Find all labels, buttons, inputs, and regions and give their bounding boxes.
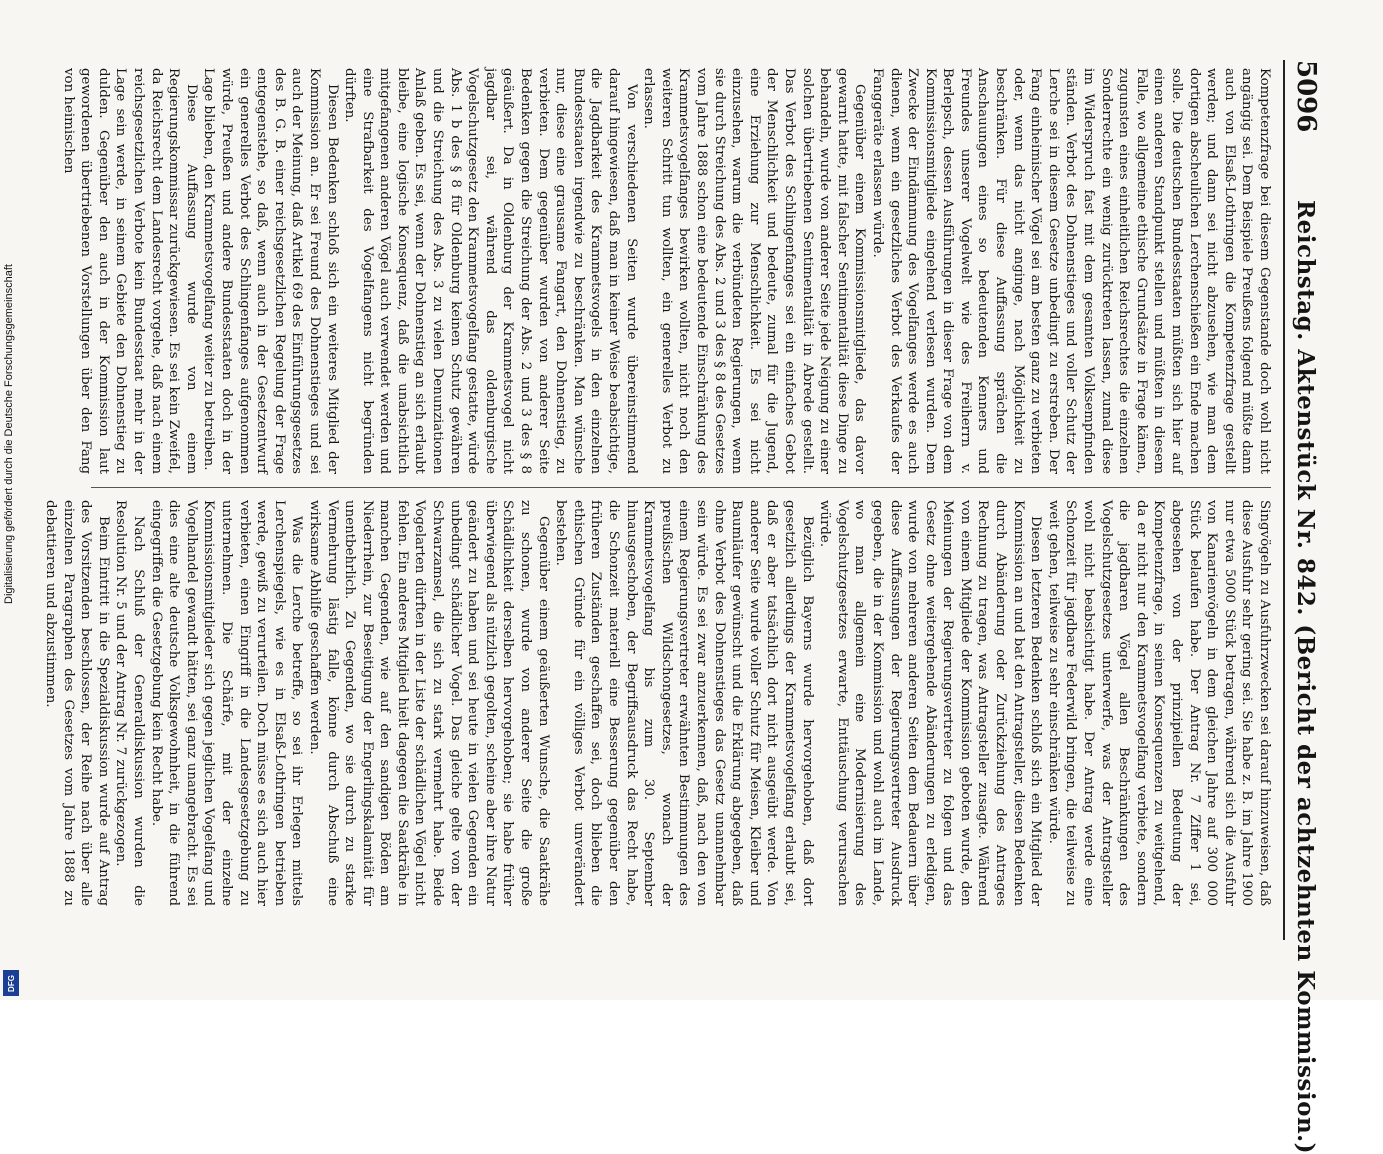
dfg-logo: [3, 970, 19, 996]
paragraph: Was die Lerche betreffe, so sei ihr Erlegen mittels Lerchenspiegels, wie es in Elsaß-Lothringen betrieben werde, gewiß zu verurteilen. Doch müsse es sich auch hier verbieten, einen Eingriff in die Landesgesetzgebung zu unternehmen. Die Schärfe, mit der einzelne Kommissionsmitglieder sich gegen jeglichen Vogelfang und Vogelhandel gewandt hätten, sei ganz unangebracht. Es sei dies eine alte deutsche Volksgewohnheit, in die führend eingegriffen die Gesetzgebung kein Recht habe.: [148, 500, 305, 906]
text-column-right: [43, 500, 1273, 906]
dfg-logo-label: DFG: [6, 974, 16, 992]
page-number: 5096: [1291, 60, 1321, 133]
paragraph: Bezüglich Bayerns wurde hervorgehoben, daß dort gesetzlich allerdings der Krammetsvogelfang erlaubt sei, daß er aber tatsächlich dort nicht ausgeübt werde. Von anderer Seite wurde voller Schutz für Meisen, Kleiber und Baumläufer gewünscht und die Erklärung abgegeben, daß ohne Verbot des Dohnenstieges das Gesetz unannehmbar sein würde. Es sei zwar anzuerkennen, daß, nach den von einem Regierungsvertreter erwähnten Bestimmungen des preußischen Wildschongesetzes, wonach der Krammetsvogelfang bis zum 30. September hinausgeschoben, der Begriffsausdruck das Recht habe, die Schonzeit materiell eine Besserung gegenüber den früheren Zuständen geschaffen sei, doch blieben die ethischen Gründe für ein völliges Verbot unverändert bestehen.: [553, 500, 815, 906]
paragraph: Nach Schluß der Generaldiskussion wurden die Resolution Nr. 5 und der Antrag Nr. 7 zurückgezogen.: [113, 500, 146, 906]
column-divider: [91, 487, 1271, 488]
paragraph: Diesen letzteren Bedenken schloß sich ein Mitglied der Kommission an und bat den Antragsteller, diesen Bedenken durch Abänderung oder Zurückziehung des Antrages Rechnung zu tragen, was Antragsteller zusagte. Während von einem Mitgliede der Kommission geboten wurde, den Meinungen der Regierungsvertreter zu folgen und das Gesetz ohne weitergehende Abänderungen zu erledigen, wurde von mehreren anderen Seiten dem Bedauern über diese Auffassungen der Regierungsvertreter Ausdruck gegeben, die in der Kommission und wohl auch im Lande, wo man allgemein eine Modernisierung des Vogelschutzgesetzes erwarte, Enttäuschung verursachen würde.: [817, 500, 1044, 906]
paragraph: Gegenüber einem geäußerten Wunsche, die Saatkrähe zu schonen, wurde von anderer Seite die große Schädlichkeit derselben hervorgehoben; sie habe früher überwiegend als nützlich gegolten, scheine aber ihre Natur geändert zu haben und sei heute in vielen Gegenden ein unbedingt schädlicher Vogel. Das gleiche gelte von der Schwarzamsel, die sich zu stark vermehrt habe. Beide Vogelarten dürften in der Liste der schädlichen Vögel nicht fehlen. Ein anderes Mitglied hielt dagegen die Saatkrähe in manchen Gegenden, wie auf den sandigen Böden am Niederrhein, zur Beseitigung der Engerlingskalamität für unentbehrlich. Zu Gegenden, wo sie durch zu starke Vermehrung lästig falle, könne durch Abschuß eine wirksame Abhilfe geschaffen werden.: [306, 500, 551, 906]
paragraph: Singvögeln zu Ausfuhrzwecken sei darauf hinzuweisen, daß diese Ausfuhr sehr gering sei. Sie habe z. B. im Jahre 1900 nur etwa 5000 Stück betragen, während sich die Ausfuhr von Kanarienvögeln in dem gleichen Jahre auf 300 000 Stück belaufen habe. Der Antrag Nr. 7 Ziffer 1 sei, abgesehen von der prinzipiellen Bedeutung der Kompetenzfrage, in seinen Konsequenzen zu weitgehend, da er nicht nur den Krammetsvogelfang verbiete, sondern die jagdbaren Vögel allen Beschränkungen des Vogelschutzgesetzes unterwerfe, was der Antragsteller wohl nicht beabsichtigt habe. Der Antrag werde eine Schonzeit für jagdbare Federwild bringen, die teilweise zu weit gehen, teilweise zu sehr einschränken würde.: [1045, 500, 1272, 906]
digitization-credit: Digitalisierung gefördert durch die Deutsche Forschungsgemeinschaft: [3, 264, 15, 604]
paragraph: Kompetenzfrage bei diesem Gegenstande doch wohl nicht angängig sei. Dem Beispiele Preußens folgend müßte dann auch von Elsaß-Lothringen die Kompetenzfrage gestellt werden; und dann sei nicht abzusehen, wie man dem dortigen abscheulichen Lerchenschießen ein Ende machen solle. Die deutschen Bundesstaaten müßten sich hier auf einen anderen Standpunkt stellen und müßten in diesem Falle, wo allgemeine ethische Grundsätze in Frage kämen, zugunsten eines einheitlichen Reichsrechtes die einzelnen Sonderrechte ein wenig zurücktreten lassen, zumal diese im Widerspruch fast mit dem gesamten Volksempfinden ständen. Verbot des Dohnenstieges und voller Schutz der Lerche sei in diesem Gesetze unbedingt zu erstreben. Der Fang einheimischer Vögel sei am besten ganz zu verbieten oder, wenn das nicht anginge, nach Möglichkeit zu beschränken. Für diese Auffassung sprächen die Anschauungen eines so bedeutenden Kenners und Freundes unserer Vogelwelt wie des Freiherrn v. Berlepsch, dessen Ausführungen in dieser Frage von dem Kommissionsmitgliede eingehend verlesen wurden. Dem Zwecke der Eindämmung des Vogelfanges werde es auch dienen, wenn ein gesetzliches Verbot des Verkaufes der Fanggeräte erlassen würde.: [869, 68, 1272, 474]
text-column-left: [60, 68, 1273, 474]
paragraph: Von verschiedenen Seiten wurde übereinstimmend darauf hingewiesen, daß man in keiner Weise beabsichtige, die Jagdbarkeit des Krammetsvogels in den einzelnen Bundesstaaten irgendwie zu beschränken. Man wünsche nur, diese eine grausame Fangart, den Dohnenstieg, zu verbieten. Dem gegenüber wurden von anderer Seite Bedenken gegen die Streichung der Abs. 2 und 3 des § 8 geäußert. Da in Oldenburg der Krammetsvogel nicht jagdbar sei, während das oldenburgische Vogelschutzgesetz den Krammetsvogelfang gestatte, würde Abs. 1 b des § 8 für Oldenburg keinen Schutz gewähren und die Streichung des Abs. 3 zu vielen Denunziationen Anlaß geben. Es sei, wenn der Dohnenstieg an sich erlaubt bleibe, eine logische Konsequenz, daß die unabsichtlich mitgefangenen anderen Vögel auch verwendet werden und eine Strafbarkeit des Vogelfangens nicht begründen dürften.: [342, 68, 639, 474]
page-header: [1283, 60, 1325, 1154]
paragraph: Diesen Bedenken schloß sich ein weiteres Mitglied der Kommission an. Er sei Freund des Dohnenstieges und sei auch der Meinung, daß Artikel 69 des Einführungsgesetzes des B. G. B. einer reichsgesetzlichen Regelung der Frage entgegenstehe, so daß, wenn auch in der Gesetzentwurf ein generelles Verbot des Schlingenfanges aufgenommen würde, Preußen und andere Bundesstaaten doch in der Lage blieben, den Krammetsvogelfang weiter zu betreiben.: [201, 68, 340, 474]
paragraph: Beim Eintritt in die Spezialdiskussion wurde auf Antrag des Vorsitzenden beschlossen, der Reihe nach über alle einzelnen Paragraphen des Gesetzes vom Jahre 1888 zu debattieren und abzustimmen.: [43, 500, 111, 906]
running-title: Reichstag. Aktenstück Nr. 842. (Bericht der achtzehnten Kommission.): [1292, 200, 1319, 1154]
paragraph: Gegenüber einem Kommissionsmitgliede, das davor gewarnt hatte, mit falscher Sentimentalität diese Dinge zu behandeln, wurde von anderer Seite jede Neigung zu einer solchen übertriebenen Sentimentalität in Abrede gestellt. Das Verbot des Schlingenfanges sei ein einfaches Gebot der Menschlichkeit und bedeute, zumal für die Jugend, eine Erziehung zur Menschlichkeit. Es sei nicht einzusehen, warum die verbündeten Regierungen, wenn sie durch Streichung des Abs. 2 und 3 des § 8 des Gesetzes vom Jahre 1888 schon eine bedeutende Einschränkung des Krammetsvogelfanges bewirken wollten, nicht noch den weiteren Schritt tun wollten, ein generelles Verbot zu erlassen.: [641, 68, 868, 474]
paragraph: Diese Auffassung wurde von einem Regierungskommissar zurückgewiesen. Es sei kein Zweifel, da Reichsrecht dem Landesrecht vorgehe, daß nach einem reichsgesetzlichen Verbote kein Bundesstaat mehr in der Lage sein werde, in seinem Gebiete den Dohnenstieg zu dulden. Gegenüber den auch in der Kommission laut gewordenen übertriebenen Vorstellungen über den Fang von heimischen: [60, 68, 199, 474]
